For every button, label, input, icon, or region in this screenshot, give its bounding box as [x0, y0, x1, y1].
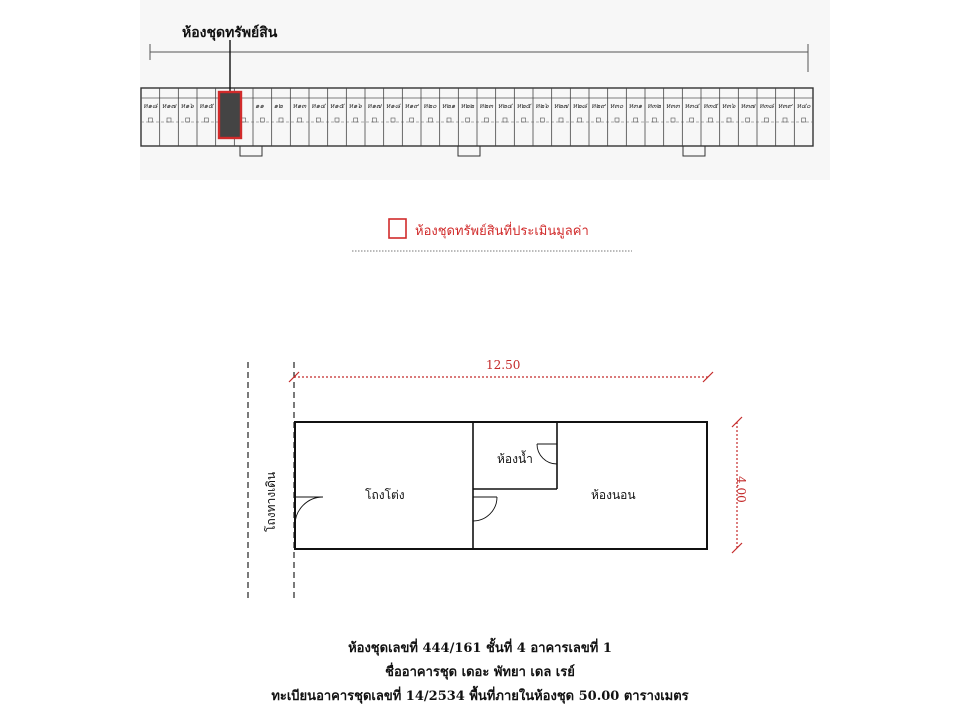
unit-number: ห๒๖: [535, 102, 549, 110]
unit-number: ๑๒: [273, 102, 283, 110]
unit-number: ห๓๑: [628, 102, 643, 110]
corridor-label: โถงทางเดิน: [264, 471, 278, 532]
caption-unit-number: ห้องชุดเลขที่ 444/161 ชั้นที่ 4 อาคารเลขที่ 1: [348, 641, 612, 656]
unit-number: ห๓๗: [740, 102, 756, 110]
unit-number: ห๑๙: [404, 102, 419, 110]
unit-number: ห๔๐: [796, 102, 811, 110]
unit-number: ห๓๖: [721, 102, 736, 110]
unit-number: ห๑๔: [311, 102, 326, 110]
unit-number: ห๓๓: [665, 102, 680, 110]
unit-outline: [295, 422, 707, 549]
caption-registration: ทะเบียนอาคารชุดเลขที่ 14/2534 พื้นที่ภายในห้องชุด 50.00 ตารางเมตร: [271, 689, 689, 704]
unit-number: ห๑๗: [161, 102, 176, 110]
unit-number: ห๓๙: [777, 102, 793, 110]
unit-number: ห๑๓: [292, 102, 307, 110]
unit-number: ห๒๑: [441, 102, 456, 110]
unit-number: ห๒๘: [572, 102, 587, 110]
bedroom-label: ห้องนอน: [591, 488, 636, 502]
depth-dimension-label: 4.00: [734, 476, 748, 503]
unit-number: ห๑๕: [329, 102, 345, 110]
unit-number: ห๑๘: [385, 102, 401, 110]
unit-number: ห๒๔: [497, 102, 513, 110]
unit-number: ห๒๓: [479, 102, 494, 110]
asset-unit-label: ห้องชุดทรัพย์สิน: [182, 25, 278, 41]
bathroom-label: ห้องน้ำ: [497, 452, 533, 466]
unit-number: ห๓๐: [609, 102, 624, 110]
unit-number: ห๒๐: [423, 102, 437, 110]
unit-number: ห๒๒: [460, 102, 475, 110]
unit-number: ๑๑: [255, 102, 264, 110]
unit-number: ห๒๙: [591, 102, 606, 110]
unit-number: ห๑๖: [180, 102, 194, 110]
unit-number: ห๑๖: [348, 102, 362, 110]
unit-number: ห๒๕: [516, 102, 531, 110]
unit-number: ห๓๒: [647, 102, 662, 110]
width-dimension-label: 12.50: [486, 358, 521, 372]
living-room-label: โถงโต่ง: [365, 488, 405, 502]
unit-number: ห๓๔: [684, 102, 700, 110]
unit-number: ห๓๘: [759, 102, 774, 110]
legend-text: ห้องชุดทรัพย์สินที่ประเมินมูลค่า: [415, 224, 589, 239]
unit-number: ห๑๘: [143, 102, 158, 110]
caption-building-name: ชื่ออาคารชุด เดอะ พัทยา เดล เรย์: [385, 665, 575, 680]
unit-number: ห๑๕: [199, 102, 214, 110]
unit-number: ห๒๗: [553, 102, 569, 110]
unit-number: ห๓๕: [703, 102, 718, 110]
unit-number: ห๑๗: [367, 102, 382, 110]
